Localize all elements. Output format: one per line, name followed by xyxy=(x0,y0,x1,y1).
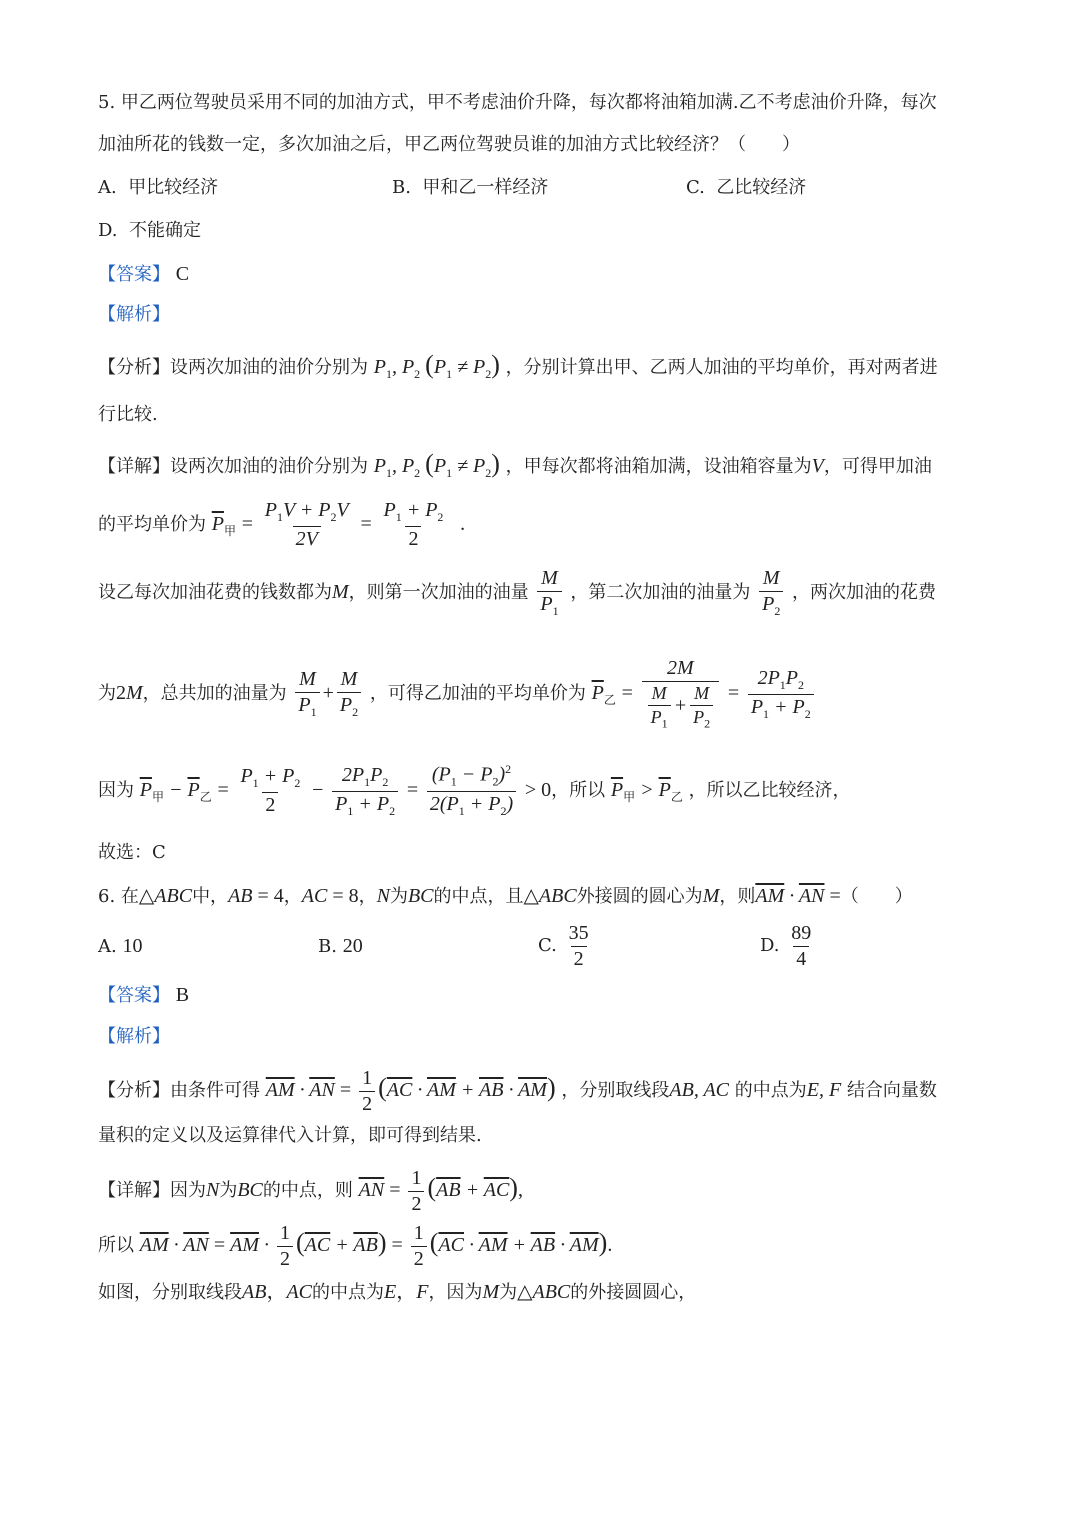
option-text: 20 xyxy=(342,935,363,957)
answer-tag: 【答案】 xyxy=(98,985,170,1006)
fraction: $\frac{(P_1 - P_2)^2}{2(P_1 + P_2)}$ xyxy=(427,763,516,818)
answer-value: C xyxy=(175,263,190,285)
so-text: ，所以 xyxy=(551,780,606,801)
q5-answer xyxy=(98,259,984,290)
detail-text: 的平均单价为 xyxy=(98,514,206,535)
q5-because-line: 因为 $\overline{P}_甲 - \overline{P}_乙$ = $\frac{P_1 + P_2}{2}$ − $\frac{2P_1P_2}{P_1 + P_2}$ = $\frac{(P_1 - P_2)^2}{2(P_1 + P_2)}$ > 0，所以 $\overline{P}_甲 > \overline{P}_乙$ ，所以乙比较经济， xyxy=(98,762,851,818)
q5-detail-line2: 的平均单价为 $\overline{P}_甲$ = $\frac{P_1V + P_2V}{2V}$ = $\frac{P_1 + P_2}{2}$ . xyxy=(98,499,466,550)
q5-analysis-line1 xyxy=(98,350,984,389)
formula-prices: $P_1$, $P_2$ $(P_1 \ne P_2)$ xyxy=(373,449,500,480)
var-v: V xyxy=(811,455,824,477)
option-letter: A. xyxy=(98,177,117,198)
stem-text: ， xyxy=(358,886,377,907)
option-text: 10 xyxy=(122,935,143,957)
formula-p-jia: $\overline{P}_甲$ xyxy=(211,513,236,538)
q6-detail-line1: 【详解】因为N为BC的中点，则 $\overline{AN}$ = $\frac{1}{2}$ $(\overline{AB} + \overline{AC})$, xyxy=(98,1166,523,1215)
yi-text: 为 xyxy=(98,683,116,704)
q6-option-a xyxy=(98,931,142,962)
q5-yi-line2: 为2M，总共加的油量为 $\frac{M}{P_1}$ + $\frac{M}{P_2}$ ，可得乙加油的平均单价为 $\overline{P}_乙$ = 2M $\frac{M}{P_1}$ + $\frac{M}{P_2}$ = $\frac{2P_1P_2}{P_1 + P_2}$ xyxy=(98,648,984,745)
stem-text: 为 xyxy=(389,886,408,907)
q6-jiexi xyxy=(98,1022,984,1052)
option-letter: B. xyxy=(318,936,337,957)
analysis-text: ，分别计算出甲、乙两人加油的平均单价，再对两者进 xyxy=(505,357,938,378)
detail-tag: 【详解】 xyxy=(98,456,170,477)
stem-text: （ ） xyxy=(840,886,913,907)
formula-p-yi: $\overline{P}_乙$ xyxy=(591,682,616,707)
option-letter: C. xyxy=(538,935,557,956)
answer-tag: 【答案】 xyxy=(98,264,170,285)
option-letter: D. xyxy=(98,220,118,241)
detail-tag: 【详解】 xyxy=(98,1180,170,1201)
analysis-tag: 【分析】 xyxy=(98,357,170,378)
fraction: $\frac{P_1V + P_2V}{2V}$ xyxy=(264,499,349,550)
analysis-tag: 【分析】 xyxy=(98,1080,170,1101)
q6-detail-line2: 所以 $\overline{AM} \cdot \overline{AN} = \overline{AM}$ · $\frac{1}{2}$ $(\overline{AC} + \overline{AB})$ = $\frac{1}{2}$ $(\overline{AC} \cdot \overline{AM} + \overline{AB} \cdot \overline{AM})$. xyxy=(98,1221,613,1270)
q5-option-c xyxy=(686,173,806,203)
q5-option-d xyxy=(98,216,201,246)
q6-analysis-line1: 【分析】由条件可得 $\overline{AM} \cdot \overline{AN}$ = $\frac{1}{2}$ $(\overline{AC} \cdot \overline{AM} + \overline{AB} \cdot \overline{AM})$ ，分别取线段AB, AC 的中点为E, F 结合向量数 xyxy=(98,1066,937,1115)
fig-text: 如图，分别取线段 xyxy=(98,1282,242,1303)
q6-option-b xyxy=(318,931,363,962)
detail-text: 为 xyxy=(219,1180,238,1201)
fraction: $\frac{89}{4}$ xyxy=(791,921,812,970)
q5-detail-line1 xyxy=(98,449,984,488)
q5-analysis-line2: 行比较. xyxy=(98,404,158,425)
fraction: $\frac{M}{P_2}$ xyxy=(759,567,783,619)
detail-text: 设两次加油的油价分别为 xyxy=(170,456,368,477)
stem-text: 的中点，且 xyxy=(433,886,524,907)
fraction: $\frac{M}{P_1}$ xyxy=(295,668,319,720)
q6-stem: 6. 在△ABC中，AB = 4，AC = 8，N为BC的中点，且△ABC外接圆的圆心为M，则$\overline{AM} \cdot \overline{AN}$ =（ ） xyxy=(98,885,913,907)
fig-text: 为 xyxy=(499,1282,518,1303)
option-text: 甲和乙一样经济 xyxy=(422,177,549,198)
detail-text: 的中点，则 xyxy=(262,1180,353,1201)
q6-option-c xyxy=(538,918,595,974)
fraction: $\frac{M}{P_2}$ xyxy=(337,668,361,720)
yi-text: ，则第一次加油的油量 xyxy=(348,582,529,603)
formula-prices: $P_1$, $P_2$ $(P_1 \ne P_2)$ xyxy=(373,350,500,381)
analysis-text: ，分别取线段 xyxy=(561,1080,670,1101)
detail-text: ，甲每次都将油箱加满，设油箱容量为 xyxy=(505,456,812,477)
fraction: $\frac{P_1 + P_2}{2}$ xyxy=(240,765,301,816)
fraction: $\frac{M}{P_1}$ xyxy=(537,567,561,619)
yi-text: ，可得乙加油的平均单价为 xyxy=(369,683,586,704)
fig-text: ，因为 xyxy=(428,1282,483,1303)
jiexi-tag: 【解析】 xyxy=(98,304,170,325)
q5-option-a xyxy=(98,173,218,203)
stem-text: 中， xyxy=(192,886,229,907)
option-text: 乙比较经济 xyxy=(716,177,807,198)
because-text: 因为 xyxy=(98,780,134,801)
yi-text: ，总共加的油量为 xyxy=(142,683,287,704)
option-letter: C. xyxy=(686,177,705,198)
option-text: 甲比较经济 xyxy=(128,177,219,198)
option-text: 不能确定 xyxy=(128,220,201,241)
detail-text: 因为 xyxy=(170,1180,206,1201)
yi-text: ，第二次加油的油量为 xyxy=(570,582,751,603)
analysis-text: 设两次加油的油价分别为 xyxy=(170,357,368,378)
fig-text: 的外接圆圆心， xyxy=(570,1282,697,1303)
stem-text: 外接圆的圆心为 xyxy=(576,886,703,907)
q6-figure-line: 如图，分别取线段AB，AC的中点为E，F，因为M为△ABC的外接圆圆心， xyxy=(98,1281,697,1303)
stem-text: ， xyxy=(283,886,302,907)
yi-text: 设乙每次加油花费的钱数都为 xyxy=(98,582,332,603)
option-letter: A. xyxy=(98,936,117,957)
fraction: $\frac{2P_1P_2}{P_1 + P_2}$ xyxy=(332,764,398,819)
answer-value: B xyxy=(175,984,190,1006)
jiexi-tag: 【解析】 xyxy=(98,1026,170,1047)
so-text: 所以 xyxy=(98,1235,134,1256)
fig-text: 的中点为 xyxy=(312,1282,384,1303)
stem-text: ，则 xyxy=(719,886,756,907)
analysis-text: 由条件可得 xyxy=(170,1080,260,1101)
q5-stem-line2: 加油所花的钱数一定，多次加油之后，甲乙两位驾驶员谁的加油方式比较经济？（ ） xyxy=(98,134,800,155)
q5-jiexi xyxy=(98,300,984,330)
q6-answer xyxy=(98,980,984,1011)
q5-option-b xyxy=(392,173,548,203)
stem-text: 6. 在 xyxy=(98,886,139,907)
fraction: $\frac{2P_1P_2}{P_1 + P_2}$ xyxy=(748,667,814,722)
analysis-text: 的中点为 xyxy=(734,1080,807,1101)
fraction: 2M $\frac{M}{P_1}$ + $\frac{M}{P_2}$ xyxy=(642,657,720,731)
fraction: $\frac{35}{2}$ xyxy=(568,921,589,970)
q5-stem-line1: 5. 甲乙两位驾驶员采用不同的加油方式，甲不考虑油价升降，每次都将油箱加满.乙不考虑油价升降，每次 xyxy=(98,92,937,113)
option-letter: D. xyxy=(760,935,780,956)
fraction: $\frac{P_1 + P_2}{2}$ xyxy=(383,499,444,550)
q5-yi-line1: 设乙每次加油花费的钱数都为M，则第一次加油的油量 $\frac{M}{P_1}$ ，第二次加油的油量为 $\frac{M}{P_2}$ ，两次加油的花费 xyxy=(98,567,937,619)
analysis-text: 结合向量数 xyxy=(846,1080,937,1101)
q5-choose: 故选：C xyxy=(98,842,166,863)
detail-text: ，可得甲加油 xyxy=(823,456,932,477)
q6-option-d xyxy=(760,918,817,974)
q6-analysis-line2: 量积的定义以及运算律代入计算，即可得到结果. xyxy=(98,1125,482,1146)
option-letter: B. xyxy=(392,177,411,198)
yi-text: ，两次加油的花费 xyxy=(792,582,937,603)
so-text: ，所以乙比较经济， xyxy=(688,780,851,801)
